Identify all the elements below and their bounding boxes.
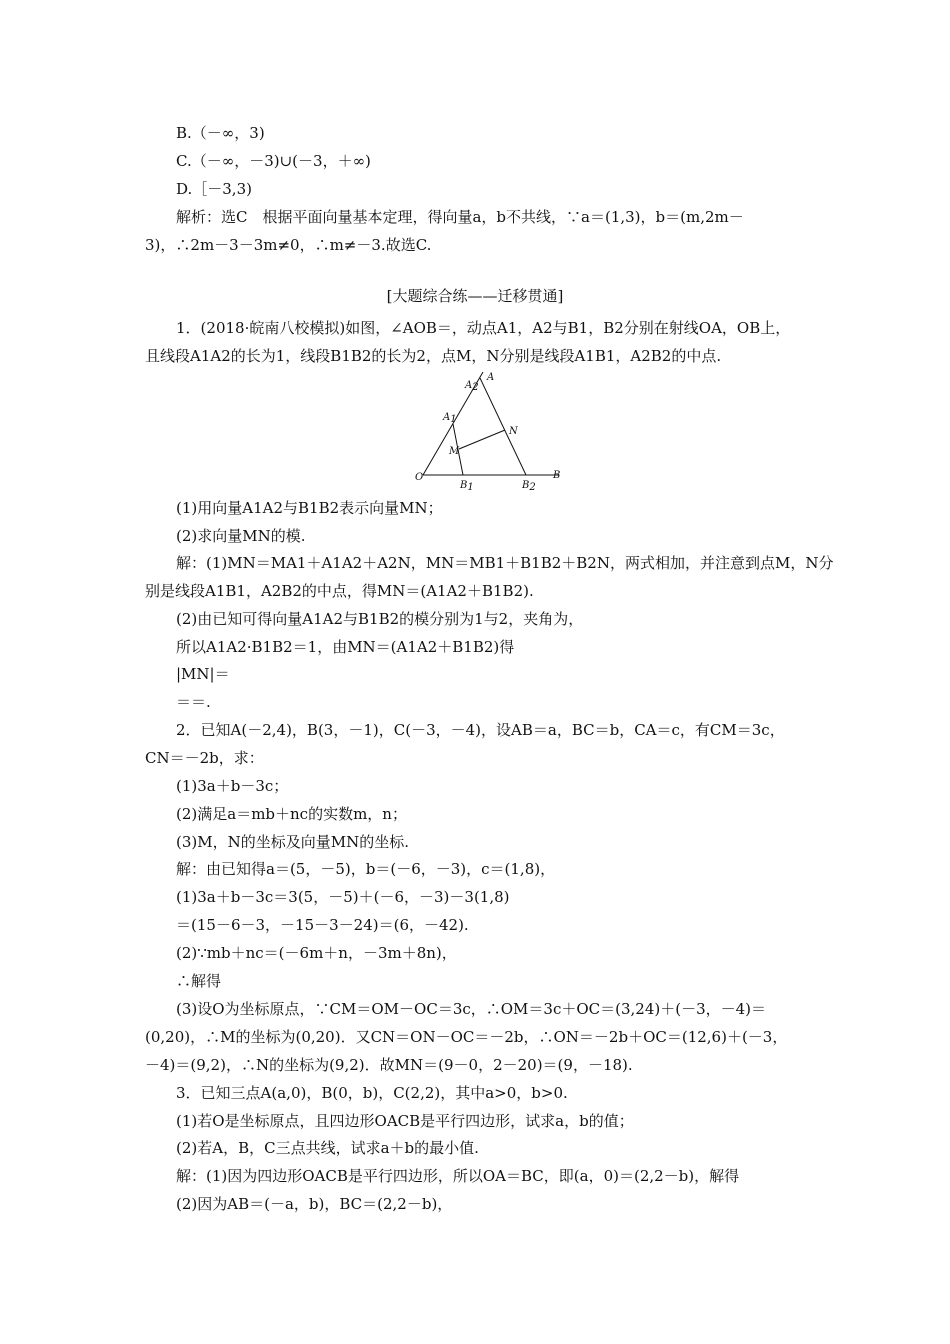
solution-1-line-1: 解：(1)MN＝MA1＋A1A2＋A2N，MN＝MB1＋B1B2＋B2N，两式相加，并注意到点M，N分 <box>176 554 834 572</box>
problem-1-line-1: 1．(2018·皖南八校模拟)如图，∠AOB＝，动点A1，A2与B1，B2分别在射线OA，OB上， <box>176 319 791 337</box>
problem-2-part-2: (2)满足a＝mb＋nc的实数m，n； <box>176 805 407 823</box>
segment-a2b2 <box>480 378 526 475</box>
problem-1-part-2: (2)求向量MN的模. <box>176 527 306 545</box>
section-heading: [大题综合练——迁移贯通] <box>386 287 564 305</box>
problem-2-part-1: (1)3a＋b－3c； <box>176 777 289 795</box>
problem-1-line-2: 且线段A1A2的长为1，线段B1B2的长为2，点M，N分别是线段A1B1，A2B2的中点. <box>145 347 722 365</box>
problem-3-part-2: (2)若A，B，C三点共线，试求a＋b的最小值. <box>176 1139 479 1157</box>
solution-3-line-2: (2)因为AB＝(－a，b)，BC＝(2,2－b)， <box>176 1195 453 1213</box>
problem-1-part-1: (1)用向量A1A2与B1B2表示向量MN； <box>176 499 443 517</box>
problem-3-part-1: (1)若O是坐标原点，且四边形OACB是平行四边形，试求a，b的值； <box>176 1112 634 1130</box>
option-b: B.（－∞，3) <box>176 124 265 142</box>
label-a1: A1 <box>443 412 457 425</box>
solution-2-line-5: ∴解得 <box>176 972 222 990</box>
segment-mn <box>459 430 505 449</box>
label-b: B <box>553 470 561 481</box>
solution-2-line-7: (0,20)，∴M的坐标为(0,20)．又CN＝ON－OC＝－2b，∴ON＝－2b＋OC＝(12,6)＋(－3， <box>145 1028 788 1046</box>
solution-2-line-3: ＝(15－6－3，－15－3－24)＝(6，－42). <box>176 916 469 934</box>
solution-1-line-5: |MN|＝ <box>176 665 230 683</box>
problem-2-line-2: CN＝－2b，求： <box>145 749 264 767</box>
geometry-figure <box>415 368 565 493</box>
option-d: D.［－3,3) <box>176 180 252 198</box>
solution-1-line-2: 别是线段A1B1，A2B2的中点，得MN＝(A1A2＋B1B2). <box>145 582 534 600</box>
analysis-line-1: 解析：选C 根据平面向量基本定理，得向量a，b不共线，∵a＝(1,3)，b＝(m,2m－ <box>176 208 744 226</box>
solution-1-line-4: 所以A1A2·B1B2＝1，由MN＝(A1A2＋B1B2)得 <box>176 638 515 656</box>
solution-2-line-6: (3)设O为坐标原点，∵CM＝OM－OC＝3c，∴OM＝3c＋OC＝(3,24)＋(－3，－4)＝ <box>176 1000 767 1018</box>
analysis-line-2: 3)，∴2m－3－3m≠0，∴m≠－3.故选C. <box>145 236 432 254</box>
option-c: C.（－∞，－3)∪(－3，＋∞) <box>176 152 371 170</box>
label-a: A <box>487 372 495 383</box>
label-b1: B1 <box>460 480 474 493</box>
label-m: M <box>449 446 460 457</box>
problem-2-line-1: 2．已知A(－2,4)，B(3，－1)，C(－3，－4)，设AB＝a，BC＝b，CA＝c，有CM＝3c， <box>176 721 785 739</box>
label-b2: B2 <box>522 480 536 493</box>
solution-1-line-6: ＝＝. <box>176 693 211 711</box>
solution-2-line-2: (1)3a＋b－3c＝3(5，－5)＋(－6，－3)－3(1,8) <box>176 888 510 906</box>
solution-1-line-3: (2)由已知可得向量A1A2与B1B2的模分别为1与2，夹角为， <box>176 610 584 628</box>
solution-2-line-8: －4)＝(9,2)，∴N的坐标为(9,2)．故MN＝(9－0，2－20)＝(9，－18). <box>145 1056 633 1074</box>
label-n: N <box>509 426 518 437</box>
label-a2: A2 <box>465 380 479 393</box>
solution-2-line-1: 解：由已知得a＝(5，－5)，b＝(－6，－3)，c＝(1,8)， <box>176 860 556 878</box>
problem-2-part-3: (3)M，N的坐标及向量MN的坐标. <box>176 833 409 851</box>
solution-2-line-4: (2)∵mb＋nc＝(－6m＋n，－3m＋8n)， <box>176 944 457 962</box>
solution-3-line-1: 解：(1)因为四边形OACB是平行四边形，所以OA＝BC，即(a，0)＝(2,2－b)，解得 <box>176 1167 740 1185</box>
label-o: O <box>415 472 424 483</box>
problem-3-line-1: 3．已知三点A(a,0)，B(0，b)，C(2,2)，其中a>0，b>0. <box>176 1084 568 1102</box>
